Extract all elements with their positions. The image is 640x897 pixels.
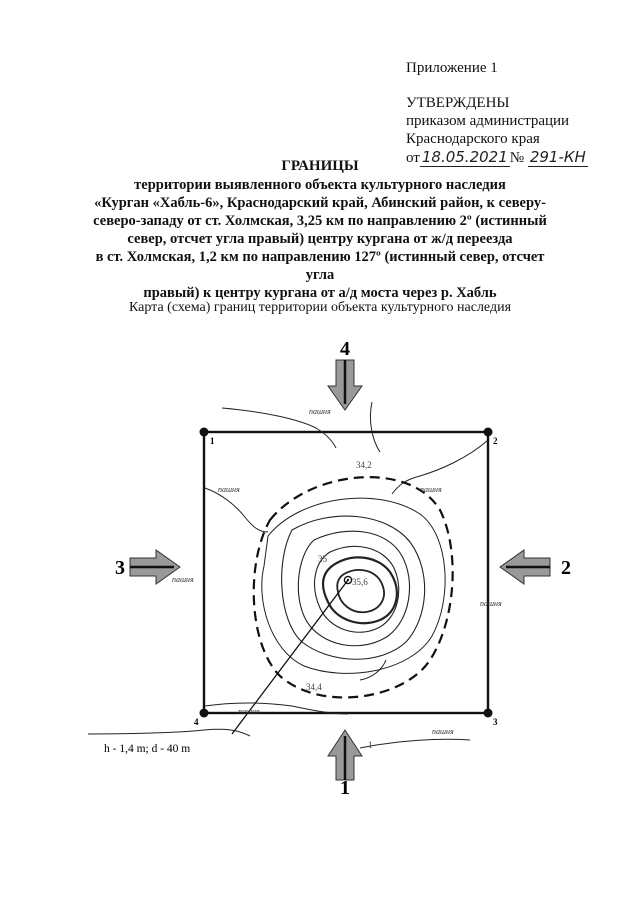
field-edge-line <box>370 402 380 452</box>
field-label: пашня <box>432 727 454 736</box>
handwritten-number: 291-КН <box>529 148 586 166</box>
view-number-4: 3 <box>115 557 125 579</box>
view-arrow-1 <box>328 730 362 780</box>
contour-line <box>315 546 399 632</box>
corner-label-3: 3 <box>493 717 498 727</box>
description-line: северо-западу от ст. Холмская, 3,25 км по направлению 2º (истинный <box>93 213 547 229</box>
field-edge-line <box>360 660 386 680</box>
field-label: пашня <box>238 707 260 716</box>
corner-label-2: 2 <box>493 436 498 446</box>
elevation-label: 34,4 <box>306 682 322 692</box>
field-label: пашня <box>480 599 502 608</box>
handwritten-date: 18.05.2021 <box>421 148 508 166</box>
map-caption: Карта (схема) границ территории объекта культурного наследия <box>128 300 512 315</box>
description-line: север, отсчет угла правый) центру кургана от ж/д переезда <box>127 231 513 247</box>
appendix-label: Приложение 1 <box>406 60 498 76</box>
elevation-label: 34,2 <box>356 460 372 470</box>
contour-line <box>323 557 397 623</box>
description-line: правый) к центру кургана от а/д моста через р. Хабль <box>143 285 497 301</box>
field-label: пашня <box>309 407 331 416</box>
contour-line <box>282 516 425 659</box>
view-number-3: 4 <box>340 338 350 360</box>
view-number-2: 2 <box>561 557 571 579</box>
number-prefix: № <box>509 150 525 166</box>
corner-point-2 <box>484 428 493 437</box>
field-label: пашня <box>172 575 194 584</box>
corner-point-4 <box>200 709 209 718</box>
elevation-label: 35,6 <box>352 577 368 587</box>
field-edge-line <box>88 729 250 736</box>
view-arrow-3 <box>328 360 362 410</box>
description-line: в ст. Холмская, 1,2 км по направлению 127º (истинный север, отсчет угла <box>95 249 545 283</box>
contour-tick-label: 1 <box>368 740 373 750</box>
approved-line: УТВЕРЖДЕНЫ <box>406 95 510 111</box>
corner-label-4: 4 <box>194 717 199 727</box>
object-outline-dashed <box>254 477 453 697</box>
corner-point-3 <box>484 709 493 718</box>
approved-line: Краснодарского края <box>406 131 540 147</box>
field-label: пашня <box>218 485 240 494</box>
document-heading: ГРАНИЦЫ <box>281 158 359 174</box>
corner-point-1 <box>200 428 209 437</box>
corner-label-1: 1 <box>210 436 215 446</box>
description-line: территории выявленного объекта культурного наследия <box>134 177 506 193</box>
field-edge-line <box>205 488 268 532</box>
field-edge-line <box>360 739 470 748</box>
approved-line: приказом администрации <box>406 113 570 129</box>
view-arrow-2 <box>500 550 550 584</box>
description-line: «Курган «Хабль-6», Краснодарский край, Абинский район, к северу- <box>94 195 546 211</box>
date-prefix: от <box>406 150 420 166</box>
elevation-label: 35 <box>318 554 327 564</box>
mound-dimensions-note: h - 1,4 m; d - 40 m <box>104 743 191 755</box>
field-label: пашня <box>420 485 442 494</box>
view-number-1: 1 <box>340 777 350 799</box>
